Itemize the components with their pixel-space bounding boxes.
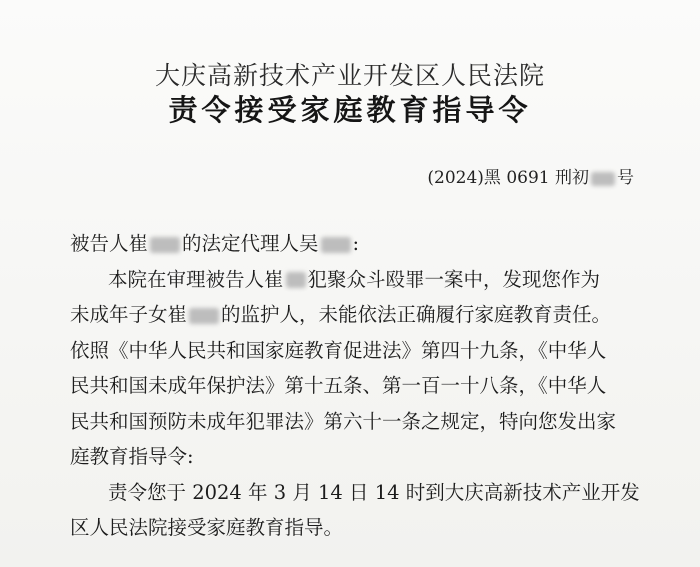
case-number-prefix: (2024)黑 0691 刑初 — [427, 168, 589, 188]
paragraph-line: 依照《中华人民共和国家庭教育促进法》第四十九条，《中华人 — [70, 338, 607, 362]
paragraph-line — [70, 262, 670, 298]
addressee-text-1: 被告人崔 — [70, 232, 149, 255]
document-body — [70, 226, 670, 546]
case-number — [427, 163, 634, 188]
paragraph-text: 的监护人，未能依法正确履行家庭教育责任。 — [221, 303, 612, 326]
case-number-suffix: 号 — [617, 168, 634, 188]
paragraph-line: 责令您于 2024 年 3 月 14 日 14 时到大庆高新技术产业开发 — [108, 480, 640, 504]
document-title: 责令接受家庭教育指导令 — [168, 93, 532, 127]
paragraph-line: 庭教育指导令: — [70, 445, 194, 468]
redacted-name — [286, 272, 306, 288]
paragraph-line — [70, 297, 670, 333]
paragraph-text: 犯聚众斗殴罪一案中，发现您作为 — [307, 267, 601, 291]
redacted-case-digits — [591, 172, 615, 186]
paragraph-line: 区人民法院接受家庭教育指导。 — [70, 516, 344, 539]
addressee-text-3: : — [352, 232, 360, 255]
addressee-line — [70, 226, 670, 262]
paragraph-text: 未成年子女崔 — [70, 303, 188, 326]
court-name: 大庆高新技术产业开发区人民法院 — [154, 61, 545, 90]
redacted-name — [189, 308, 219, 324]
paragraph-line: 民共和国预防未成年犯罪法》第六十一条之规定，特向您发出家 — [70, 409, 617, 433]
paragraph-line: 民共和国未成年保护法》第十五条、第一百一十八条，《中华人 — [70, 374, 607, 397]
paragraph-text: 本院在审理被告人崔 — [108, 267, 284, 291]
addressee-text-2: 的法定代理人吴 — [182, 232, 319, 255]
redacted-name — [150, 237, 180, 253]
redacted-name — [321, 237, 351, 253]
